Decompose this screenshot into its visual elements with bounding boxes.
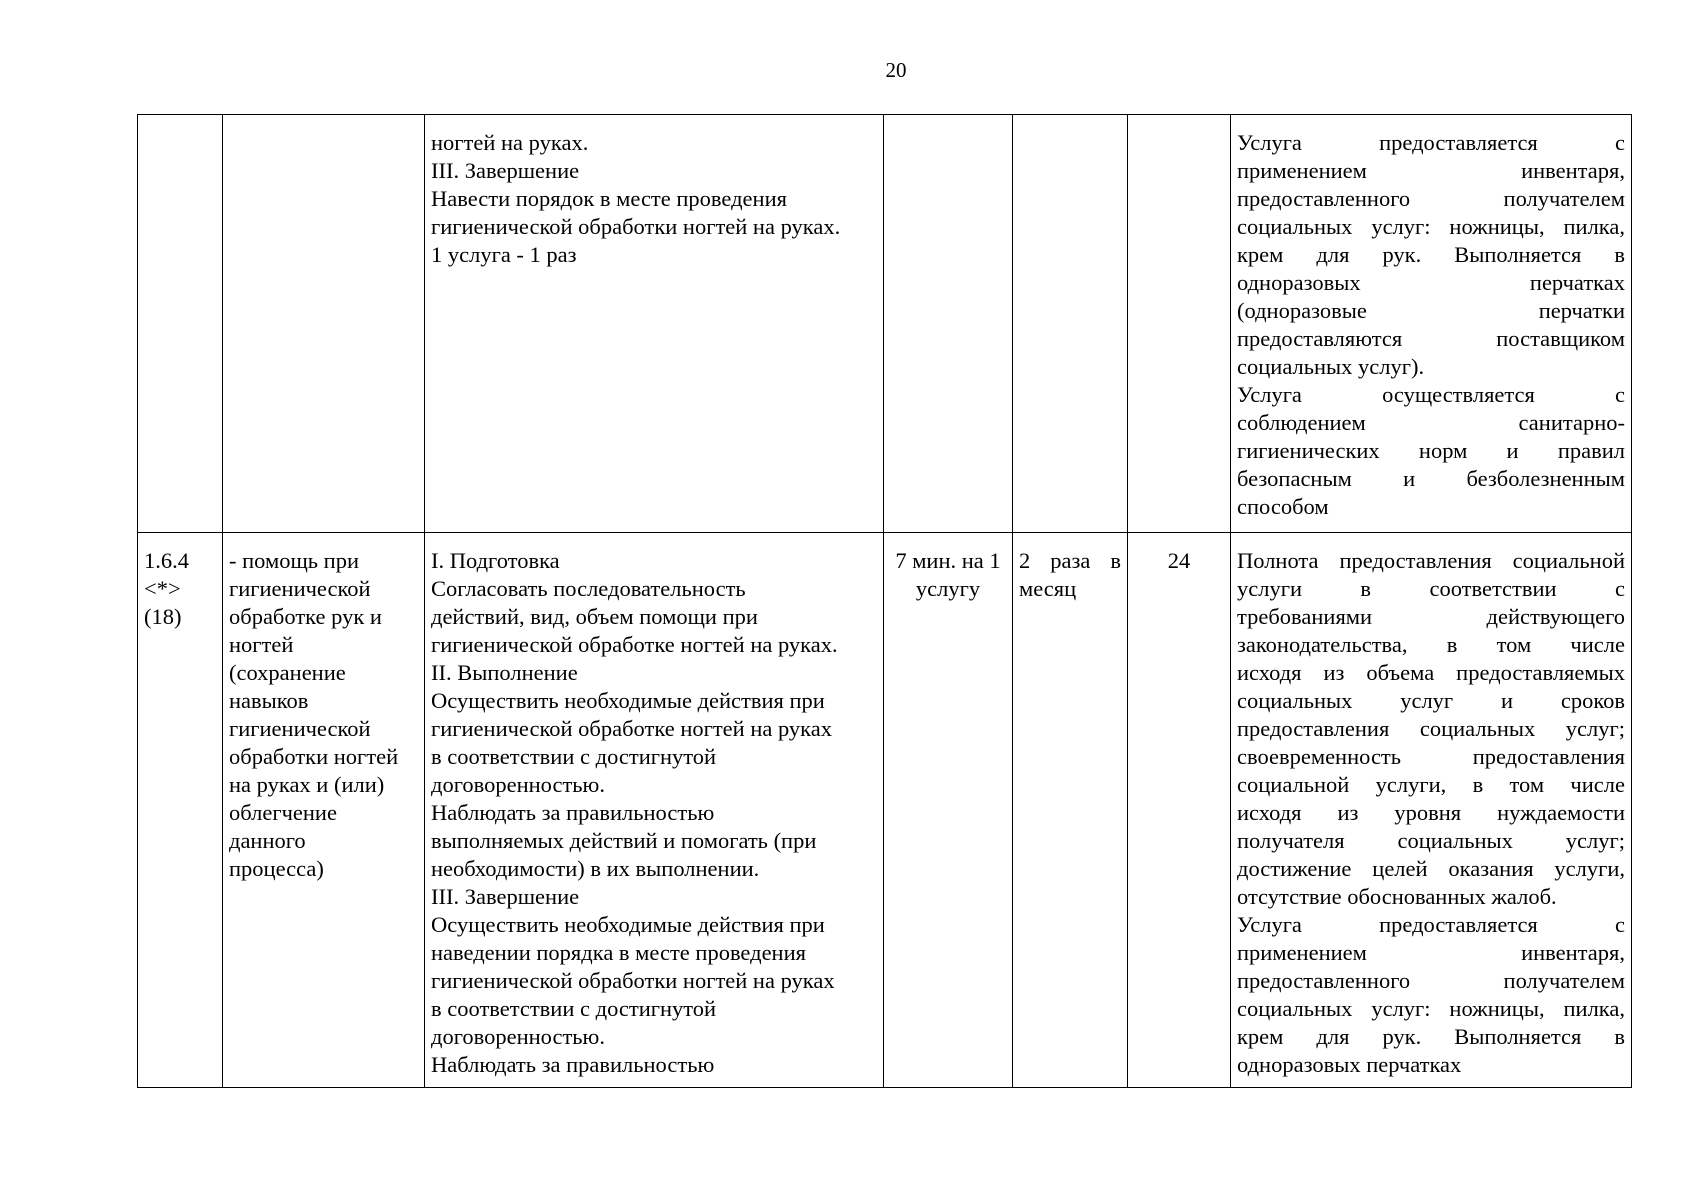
text-line: безопасным и безболезненным [1237,466,1625,491]
text-line: 1.6.4 [144,548,189,573]
text-line: предоставляются поставщиком [1237,326,1625,351]
text-line: Осуществить необходимые действия при [431,912,825,937]
cell-count: 24 [1128,533,1231,1088]
text-line: социальных услуг: ножницы, пилка, [1237,214,1625,239]
text-line: предоставленного получателем [1237,968,1625,993]
cell-count [1128,115,1231,533]
cell-quality [1231,533,1632,1088]
cell-procedure [425,115,884,533]
cell-time [884,533,1013,1088]
text-line: I. Подготовка [431,548,560,573]
text-line: III. Завершение [431,158,580,183]
text-line: (сохранение [229,660,346,685]
text-line: социальных услуг). [1237,354,1425,379]
text-line: в соответствии с достигнутой [431,996,717,1021]
text-line: договоренностью. [431,772,605,797]
text-line: облегчение [229,800,337,825]
text-line: одноразовых перчатках [1237,270,1625,295]
table-row [138,533,1632,1088]
text-line: 7 мин. на 1 [895,548,1001,573]
text-line: исходя из объема предоставляемых [1237,660,1625,685]
text-line: процесса) [229,856,324,881]
text-line: получателя социальных услуг; [1237,828,1625,853]
text-line: выполняемых действий и помогать (при [431,828,817,853]
text-line: отсутствие обоснованных жалоб. [1237,884,1557,909]
text-line: действий, вид, объем помощи при [431,604,758,629]
text-line: соблюдением санитарно- [1237,410,1625,435]
cell-quality [1231,115,1632,533]
text-line: гигиенической обработке ногтей на руках. [431,632,838,657]
text-line: (18) [144,604,182,629]
text-line: законодательства, в том числе [1237,632,1625,657]
text-line: гигиенической [229,716,371,741]
text-line: гигиенических норм и правил [1237,438,1625,463]
text-line: гигиенической обработки ногтей на руках. [431,214,841,239]
text-line: II. Выполнение [431,660,578,685]
text-line: <*> [144,576,181,601]
text-line: месяц [1019,576,1077,601]
text-line: 1 услуга - 1 раз [431,242,577,267]
text-line: Навести порядок в месте проведения [431,186,787,211]
text-line: гигиенической обработке ногтей на руках [431,716,833,741]
cell-procedure [425,533,884,1088]
table-row [138,115,1632,533]
cell-number [138,533,223,1088]
text-line: крем для рук. Выполняется в [1237,1024,1625,1049]
text-line: требованиями действующего [1237,604,1625,629]
text-line: III. Завершение [431,884,580,909]
text-line: применением инвентаря, [1237,940,1625,965]
page-number: 20 [885,58,907,82]
text-line: услугу [915,576,981,601]
text-line: обработки ногтей [229,744,399,769]
text-line: в соответствии с достигнутой [431,744,717,769]
text-line: Услуга предоставляется с [1237,130,1625,155]
services-table [137,114,1632,1088]
text-line: гигиенической [229,576,371,601]
text-line: Наблюдать за правильностью [431,800,715,825]
text-line: предоставленного получателем [1237,186,1625,211]
cell-service-name [223,533,425,1088]
cell-service-name [223,115,425,533]
text-line: Услуга предоставляется с [1237,912,1625,937]
text-line: наведении порядка в месте проведения [431,940,806,965]
text-line: обработке рук и [229,604,382,629]
text-line: Услуга осуществляется с [1237,382,1625,407]
text-line: ногтей [229,632,294,657]
text-line: предоставления социальных услуг; [1237,716,1625,741]
cell-frequency [1013,533,1128,1088]
cell-time [884,115,1013,533]
text-line: Наблюдать за правильностью [431,1052,715,1077]
text-line: необходимости) в их выполнении. [431,856,760,881]
text-line: исходя из уровня нуждаемости [1237,800,1625,825]
text-line: достижение целей оказания услуги, [1237,856,1625,881]
text-line: ногтей на руках. [431,130,589,155]
text-line: Полнота предоставления социальной [1237,548,1625,573]
text-line: социальных услуг: ножницы, пилка, [1237,996,1625,1021]
text-line: крем для рук. Выполняется в [1237,242,1625,267]
text-line: услуги в соответствии с [1237,576,1625,601]
text-line: Осуществить необходимые действия при [431,688,825,713]
text-line: своевременность предоставления [1237,744,1625,769]
text-line: - помощь при [229,548,360,573]
text-line: Согласовать последовательность [431,576,746,601]
text-line: одноразовых перчатках [1237,1052,1462,1077]
text-line: применением инвентаря, [1237,158,1625,183]
text-line: гигиенической обработки ногтей на руках [431,968,835,993]
cell-frequency [1013,115,1128,533]
text-line: данного [229,828,306,853]
text-line: договоренностью. [431,1024,605,1049]
text-line: (одноразовые перчатки [1237,298,1625,323]
text-line: способом [1237,494,1329,519]
text-line: навыков [229,688,309,713]
cell-number [138,115,223,533]
text-line: социальной услуги, в том числе [1237,772,1625,797]
text-line: 2 раза в [1019,548,1121,573]
text-line: социальных услуг и сроков [1237,688,1625,713]
text-line: на руках и (или) [229,772,385,797]
